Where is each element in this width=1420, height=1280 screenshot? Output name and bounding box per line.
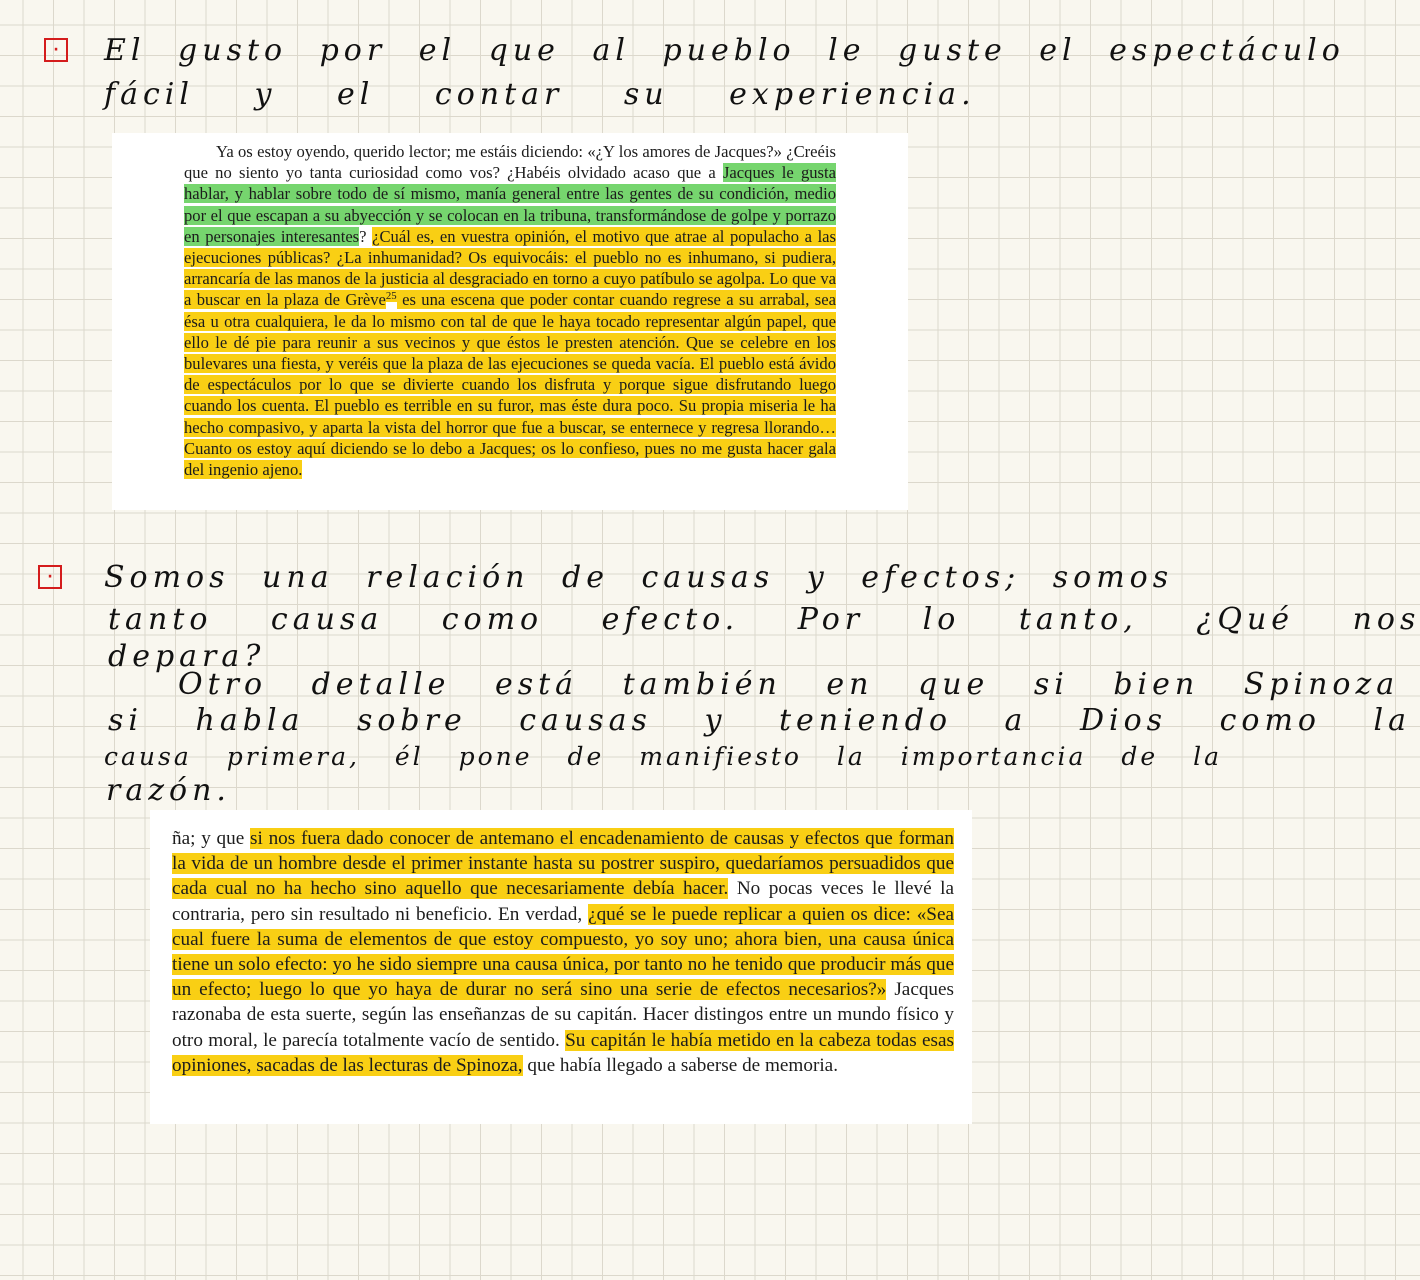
excerpt-2-text-b: No pocas veces le llevé la contraria, pero sin resultado ni beneficio. En verdad, [172, 878, 954, 925]
note-2-line-4: Otro detalle está también en que si bien Spinoza [178, 667, 1400, 702]
note-2-line-5: si habla sobre causas y teniendo a Dios como la [108, 703, 1412, 738]
excerpt-1-text-a: Ya os estoy oyendo, querido lector; me estáis diciendo: «¿Y los amores de Jacques?» ¿Creéis que no siento yo tanta curiosidad como vos? ¿Habéis olvidado acaso que a [184, 142, 836, 183]
note-1-line-2: fácil y el contar su experiencia. [104, 77, 976, 112]
excerpt-1-highlight-yellow-a: ¿Cuál es, en vuestra opinión, el motivo que atrae al populacho a las ejecuciones públicas? ¿La inhumanidad? Os equivocáis: el pueblo no es inhumano, si pudiera, arrancaría de las manos de la justicia al desgraciado en torno a cuyo patíbulo se agolpa. Lo que va a buscar en la plaza de Grève [184, 226, 837, 310]
excerpt-1-text-b: ? [359, 226, 373, 246]
excerpt-2-highlight-2: ¿qué se le puede replicar a quien os dice: «Sea cual fuere la suma de elementos de que estoy compuesto, yo soy uno; ahora bien, una causa única tiene un solo efecto: yo he sido siempre una causa única, por tanto no he tenido que producir más que un efecto; luego lo que yo haya de durar no será sino una serie de efectos necesarios?» [172, 903, 954, 1001]
excerpt-1 [112, 133, 908, 510]
excerpt-1-paragraph [184, 141, 836, 480]
excerpt-1-highlight-yellow-b: es una escena que poder contar cuando regrese a su arrabal, sea ésa u otra cualquiera, le da lo mismo con tal de que le haya tocado representar algún papel, que ello le dé pie para reunir a sus vecinos y que éstos le presten atención. Que se celebre en los bulevares una fiesta, y veréis que la plaza de las ejecuciones se queda vacía. El pueblo está ávido de espectáculos por lo que se divierte cuando los disfruta y porque sigue disfrutando luego cuando los cuenta. El pueblo es terrible en su furor, mas éste dura poco. Su propia miseria le ha hecho compasivo, y aparta la vista del horror que fue a buscar, se enternece y regresa llorando… Cuanto os estoy aquí diciendo se lo debo a Jacques; os lo confieso, pues no me gusta hacer gala del ingenio ajeno. [184, 290, 836, 480]
note-2-line-1: Somos una relación de causas y efectos; somos [104, 560, 1174, 595]
excerpt-2 [150, 810, 972, 1124]
note-2-line-6: causa primera, él pone de manifiesto la importancia de la [104, 742, 1222, 771]
note-2-line-7: razón. [106, 773, 231, 808]
note-1-line-1: El gusto por el que al pueblo le guste el espectáculo [104, 33, 1345, 68]
note-1-checkbox-icon[interactable]: · [44, 38, 68, 62]
note-2-line-3: depara? [108, 639, 266, 674]
note-2-checkbox-icon[interactable]: · [38, 565, 62, 589]
excerpt-2-paragraph [172, 826, 954, 1078]
note-2-line-2: tanto causa como efecto. Por lo tanto, ¿Qué nos [108, 602, 1420, 637]
excerpt-2-text-d: que había llegado a saberse de memoria. [522, 1054, 838, 1076]
excerpt-2-highlight-3: Su capitán le había metido en la cabeza todas esas opiniones, sacadas de las lecturas de Spinoza, [172, 1029, 954, 1076]
excerpt-2-text-c: Jacques razonaba de esta suerte, según las enseñanzas de su capitán. Hacer distingos entre un mundo físico y otro moral, le parecía totalmente vacío de sentido. [172, 979, 955, 1051]
footnote-marker: 25 [385, 289, 397, 302]
excerpt-2-highlight-1: si nos fuera dado conocer de antemano el encadenamiento de causas y efectos que forman la vida de un hombre desde el primer instante hasta su postrer suspiro, quedaríamos persuadidos que cada cual no ha hecho sino aquello que necesariamente debía hacer. [172, 828, 954, 900]
excerpt-1-highlight-green: Jacques le gusta hablar, y hablar sobre todo de sí mismo, manía general entre las gentes de su condición, medio por el que escapan a su abyección y se colocan en la tribuna, transformándose de golpe y porrazo en personajes interesantes [184, 163, 836, 246]
excerpt-2-text-a: ña; y que [172, 828, 251, 849]
